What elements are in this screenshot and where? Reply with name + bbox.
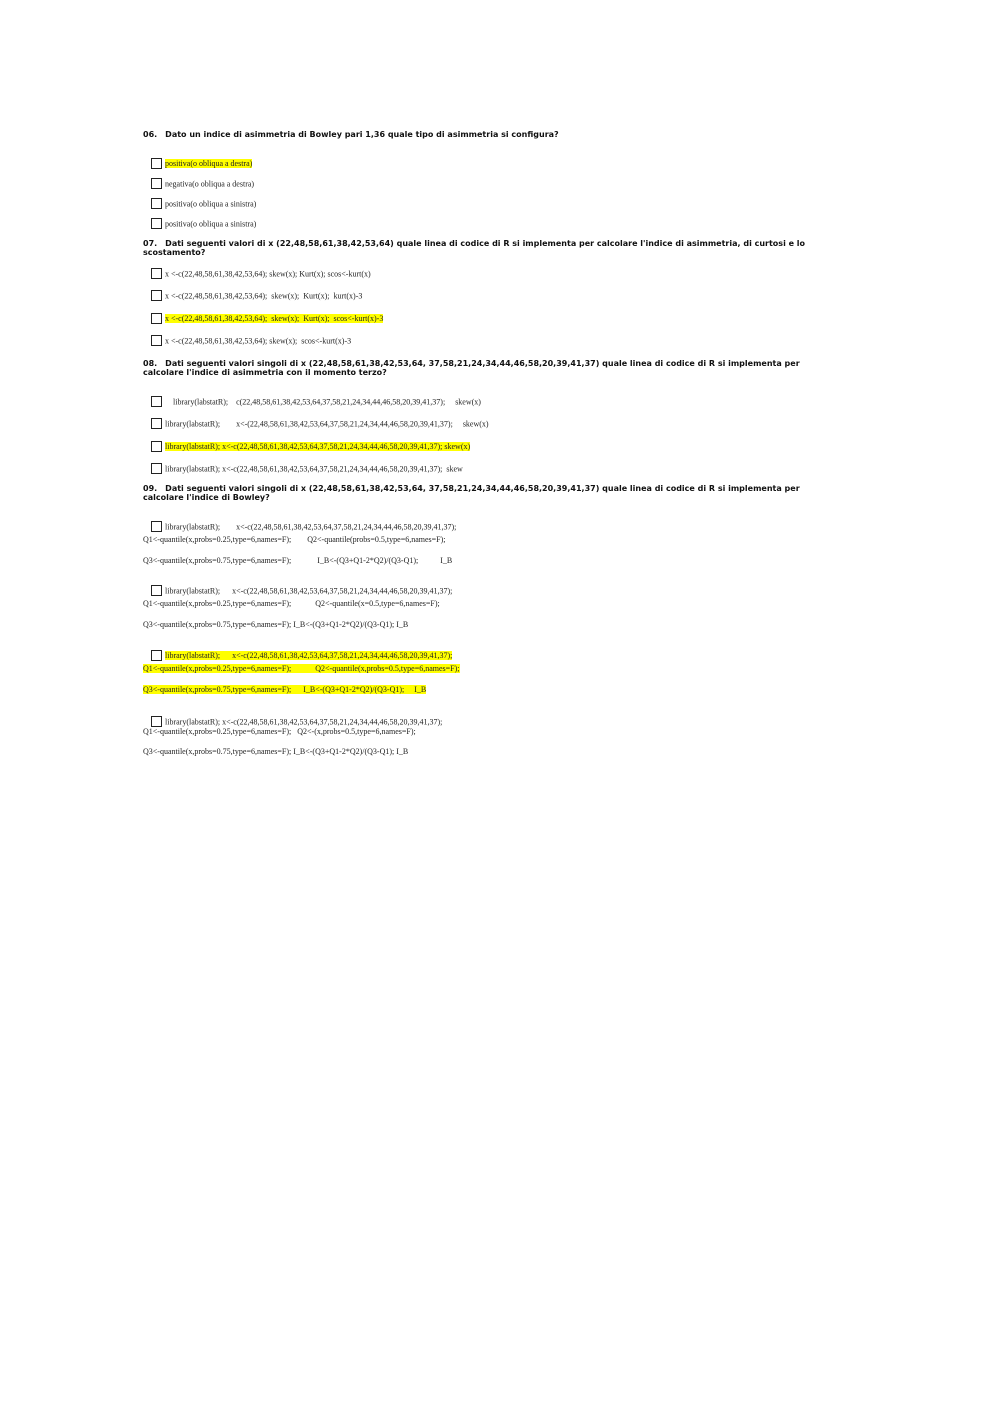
checkbox[interactable] (151, 290, 162, 301)
question-text: Dati seguenti valori singoli di x (22,48,58,61,38,42,53,64, 37,58,21,24,34,44,46,58,20,39,41,37) quale linea di codice di R si implementa per calcolare l'indice di Bowley? (143, 484, 800, 502)
option-text: library(labstatR); x<-c(22,48,58,61,38,42,53,64,37,58,21,24,34,44,46,58,20,39,41,37); (165, 522, 457, 532)
option-text: positiva(o obliqua a sinistra) (165, 219, 257, 229)
question-number: 08. (143, 359, 158, 368)
question-06 (143, 130, 823, 139)
checkbox[interactable] (151, 335, 162, 346)
checkbox[interactable] (151, 158, 162, 169)
question-text: Dati seguenti valori singoli di x (22,48,58,61,38,42,53,64, 37,58,21,24,34,44,46,58,20,39,41,37) quale linea di codice di R si implementa per calcolare l'indice di asimmetria con il momento terzo? (143, 359, 800, 377)
checkbox[interactable] (151, 716, 162, 727)
option-text: x <-c(22,48,58,61,38,42,53,64); skew(x); Kurt(x); scos<-kurt(x) (165, 269, 371, 279)
option-text: positiva(o obliqua a destra) (165, 159, 253, 169)
option-text: library(labstatR); x<-c(22,48,58,61,38,42,53,64,37,58,21,24,34,44,46,58,20,39,41,37); skew(x) (165, 442, 471, 452)
option-09-b-line-2: Q1<-quantile(x,probs=0.25,type=6,names=F); Q2<-quantile(x=0.5,type=6,names=F); (143, 599, 440, 608)
option-09-c-line-2-wrap (143, 664, 460, 674)
option-text: library(labstatR); c(22,48,58,61,38,42,53,64,37,58,21,24,34,44,46,58,20,39,41,37); skew(x) (165, 397, 481, 407)
question-07 (143, 239, 833, 257)
option-text: x <-c(22,48,58,61,38,42,53,64); skew(x); scos<-kurt(x)-3 (165, 336, 352, 346)
option-text: x <-c(22,48,58,61,38,42,53,64); skew(x); Kurt(x); scos<-kurt(x)-3 (165, 314, 384, 324)
checkbox[interactable] (151, 521, 162, 532)
checkbox[interactable] (151, 396, 162, 407)
checkbox[interactable] (151, 441, 162, 452)
checkbox[interactable] (151, 268, 162, 279)
checkbox[interactable] (151, 463, 162, 474)
question-text: Dato un indice di asimmetria di Bowley pari 1,36 quale tipo di asimmetria si configura? (165, 130, 559, 139)
checkbox[interactable] (151, 178, 162, 189)
question-09 (143, 484, 823, 502)
option-09-d-line-3: Q3<-quantile(x,probs=0.75,type=6,names=F); I_B<-(Q3+Q1-2*Q2)/(Q3-Q1); I_B (143, 747, 409, 756)
option-09-c-line-3: Q3<-quantile(x,probs=0.75,type=6,names=F); I_B<-(Q3+Q1-2*Q2)/(Q3-Q1); I_B (143, 685, 427, 694)
checkbox[interactable] (151, 313, 162, 324)
option-text: library(labstatR); x<-c(22,48,58,61,38,42,53,64,37,58,21,24,34,44,46,58,20,39,41,37); (165, 586, 453, 596)
option-text: positiva(o obliqua a sinistra) (165, 199, 257, 209)
option-text: library(labstatR); x<-c(22,48,58,61,38,42,53,64,37,58,21,24,34,44,46,58,20,39,41,37); (165, 651, 453, 661)
option-09-c-line-3-wrap (143, 685, 426, 695)
option-text: library(labstatR); x<-c(22,48,58,61,38,42,53,64,37,58,21,24,34,44,46,58,20,39,41,37); (165, 717, 443, 727)
checkbox[interactable] (151, 218, 162, 229)
option-text: library(labstatR); x<-(22,48,58,61,38,42,53,64,37,58,21,24,34,44,46,58,20,39,41,37); skew(x) (165, 419, 489, 429)
question-number: 06. (143, 130, 158, 139)
checkbox[interactable] (151, 198, 162, 209)
question-08 (143, 359, 823, 377)
option-07-d[interactable] (143, 326, 351, 357)
option-text: x <-c(22,48,58,61,38,42,53,64); skew(x); Kurt(x); kurt(x)-3 (165, 291, 363, 301)
option-09-a-line-2: Q1<-quantile(x,probs=0.25,type=6,names=F); Q2<-quantile(probs=0.5,type=6,names=F); (143, 535, 446, 544)
option-09-b-line-3: Q3<-quantile(x,probs=0.75,type=6,names=F); I_B<-(Q3+Q1-2*Q2)/(Q3-Q1); I_B (143, 620, 409, 629)
option-08-d[interactable] (143, 454, 463, 485)
question-text: Dati seguenti valori di x (22,48,58,61,38,42,53,64) quale linea di codice di R si implementa per calcolare l'indice di asimmetria, di curtosi e lo scostamento? (143, 239, 806, 257)
option-09-d-line-2: Q1<-quantile(x,probs=0.25,type=6,names=F); Q2<-(x,probs=0.5,type=6,names=F); (143, 727, 416, 736)
checkbox[interactable] (151, 650, 162, 661)
option-09-a-line-3: Q3<-quantile(x,probs=0.75,type=6,names=F); I_B<-(Q3+Q1-2*Q2)/(Q3-Q1); I_B (143, 556, 453, 565)
option-09-c-line-2: Q1<-quantile(x,probs=0.25,type=6,names=F); Q2<-quantile(x,probs=0.5,type=6,names=F); (143, 664, 460, 673)
option-text: negativa(o obliqua a destra) (165, 179, 255, 189)
checkbox[interactable] (151, 585, 162, 596)
checkbox[interactable] (151, 418, 162, 429)
option-06-d[interactable] (143, 209, 256, 240)
question-number: 09. (143, 484, 158, 493)
question-number: 07. (143, 239, 158, 248)
option-text: library(labstatR); x<-c(22,48,58,61,38,42,53,64,37,58,21,24,34,44,46,58,20,39,41,37); skew (165, 464, 463, 474)
